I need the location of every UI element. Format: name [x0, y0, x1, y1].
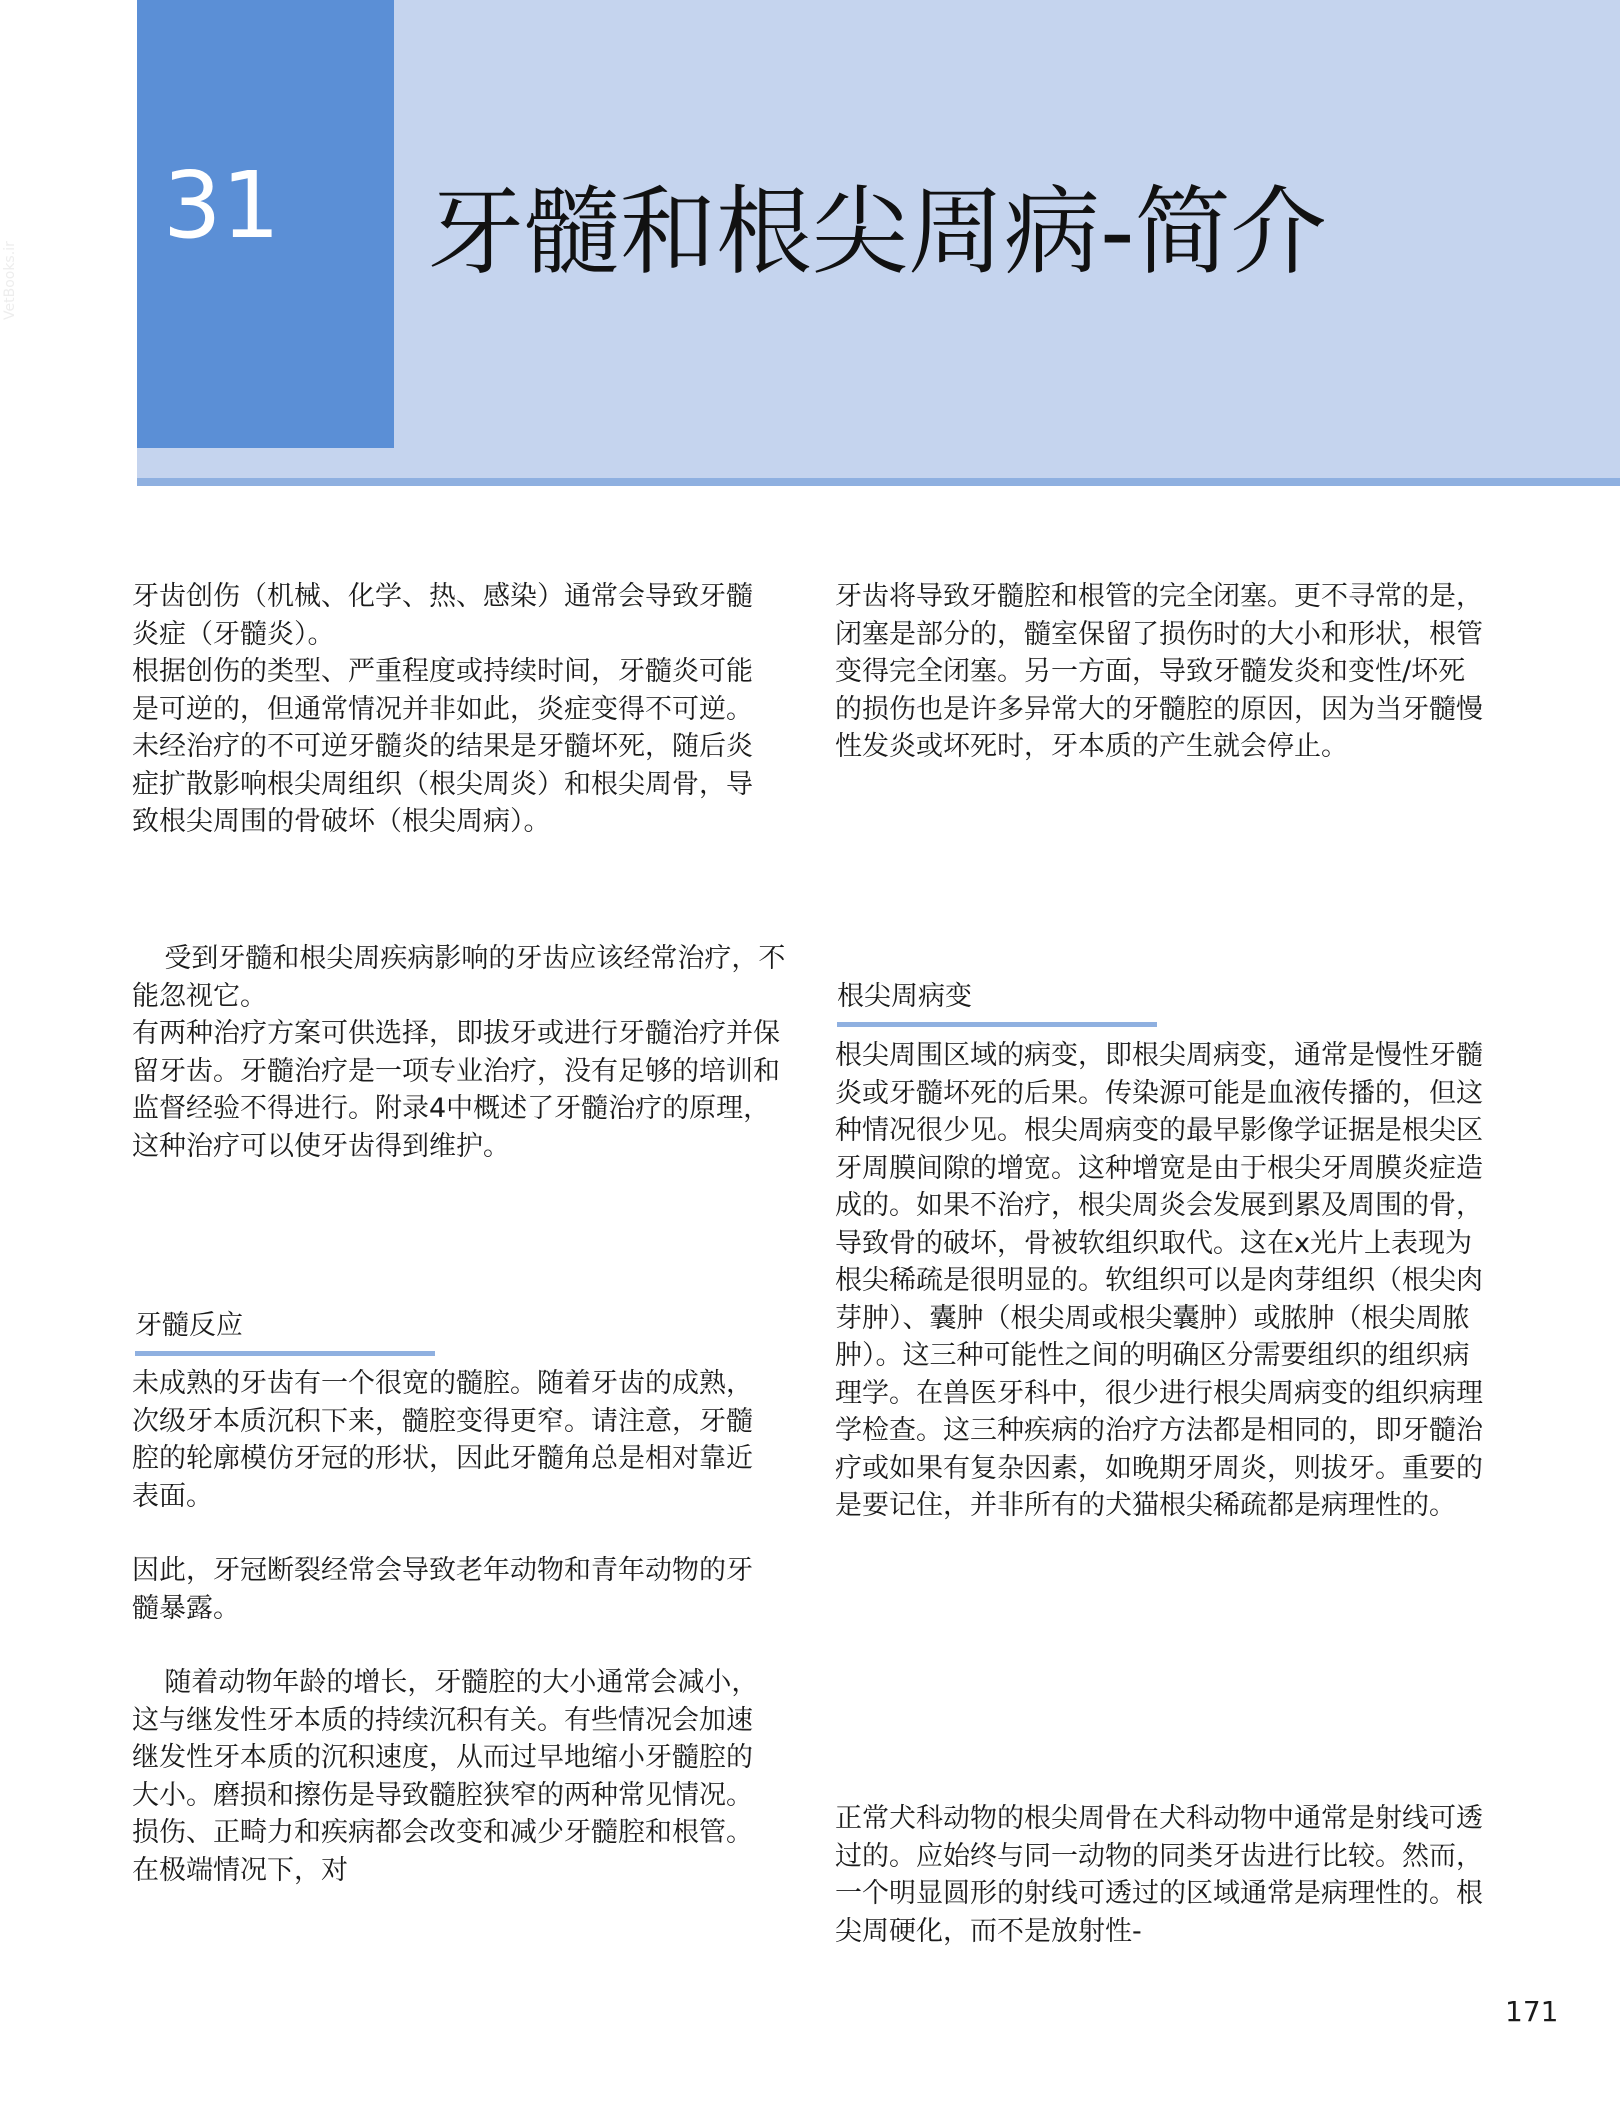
right-block-2	[835, 1037, 1490, 1525]
chapter-number: 31	[163, 152, 281, 259]
header-divider	[137, 478, 1620, 486]
right-block-3	[835, 1800, 1485, 1950]
paragraph: 未成熟的牙齿有一个很宽的髓腔。随着牙齿的成熟，次级牙本质沉积下来，髓腔变得更窄。请注意，牙髓腔的轮廓模仿牙冠的形状，因此牙髓角总是相对靠近表面。	[132, 1368, 753, 1512]
section-heading: 根尖周病变	[837, 981, 972, 1012]
paragraph: 有两种治疗方案可供选择，即拔牙或进行牙髓治疗并保留牙齿。牙髓治疗是一项专业治疗，没有足够的培训和监督经验不得进行。附录4中概述了牙髓治疗的原理，这种治疗可以使牙齿得到维护。	[132, 1018, 780, 1162]
paragraph: 牙齿将导致牙髓腔和根管的完全闭塞。更不寻常的是，闭塞是部分的，髓室保留了损伤时的大小和形状，根管变得完全闭塞。另一方面，导致牙髓发炎和变性/坏死的损伤也是许多异常大的牙髓腔的原因，因为当牙髓慢性发炎或坏死时，牙本质的产生就会停止。	[835, 581, 1483, 762]
paragraph: 根尖周围区域的病变，即根尖周病变，通常是慢性牙髓炎或牙髓坏死的后果。传染源可能是血液传播的，但这种情况很少见。根尖周病变的最早影像学证据是根尖区牙周膜间隙的增宽。这种增宽是由于根尖牙周膜炎症造成的。如果不治疗，根尖周炎会发展到累及周围的骨，导致骨的破坏，骨被软组织取代。这在x光片上表现为根尖稀疏是很明显的。软组织可以是肉芽组织（根尖肉芽肿）、囊肿（根尖周或根尖囊肿）或脓肿（根尖周脓肿）。这三种可能性之间的明确区分需要组织的组织病理学。在兽医牙科中，很少进行根尖周病变的组织病理学检查。这三种疾病的治疗方法都是相同的，即牙髓治疗或如果有复杂因素，如晚期牙周炎，则拔牙。重要的是要记住，并非所有的犬猫根尖稀疏都是病理性的。	[835, 1040, 1483, 1521]
paragraph: 根据创伤的类型、严重程度或持续时间，牙髓炎可能是可逆的，但通常情况并非如此，炎症变得不可逆。未经治疗的不可逆牙髓炎的结果是牙髓坏死，随后炎症扩散影响根尖周组织（根尖周炎）和根尖周骨，导致根尖周围的骨破坏（根尖周病）。	[132, 656, 753, 837]
heading-underline	[837, 1022, 1157, 1027]
paragraph: 牙齿创伤（机械、化学、热、感染）通常会导致牙髓炎症（牙髓炎）。	[132, 581, 753, 650]
heading-underline	[135, 1351, 435, 1356]
paragraph: 随着动物年龄的增长，牙髓腔的大小通常会减小，这与继发性牙本质的持续沉积有关。有些情况会加速继发性牙本质的沉积速度，从而过早地缩小牙髓腔的大小。磨损和擦伤是导致髓腔狭窄的两种常见情况。损伤、正畸力和疾病都会改变和减少牙髓腔和根管。在极端情况下，对	[132, 1667, 759, 1886]
left-block-2	[132, 940, 787, 1165]
left-block-1	[132, 578, 777, 841]
paragraph: 正常犬科动物的根尖周骨在犬科动物中通常是射线可透过的。应始终与同一动物的同类牙齿进行比较。然而，一个明显圆形的射线可透过的区域通常是病理性的。根尖周硬化，而不是放射性-	[835, 1803, 1483, 1947]
watermark: VetBooks.ir	[2, 241, 18, 320]
section-heading-periapical-lesion	[837, 978, 1157, 1027]
left-block-3	[132, 1365, 777, 1889]
section-heading-pulp-reaction	[135, 1307, 435, 1356]
chapter-title: 牙髓和根尖周病-简介	[428, 176, 1327, 288]
page-number: 171	[1505, 1995, 1559, 2028]
right-block-1	[835, 578, 1485, 766]
section-heading: 牙髓反应	[135, 1310, 243, 1341]
paragraph: 受到牙髓和根尖周疾病影响的牙齿应该经常治疗，不能忽视它。	[132, 943, 786, 1012]
paragraph: 因此，牙冠断裂经常会导致老年动物和青年动物的牙髓暴露。	[132, 1555, 753, 1624]
